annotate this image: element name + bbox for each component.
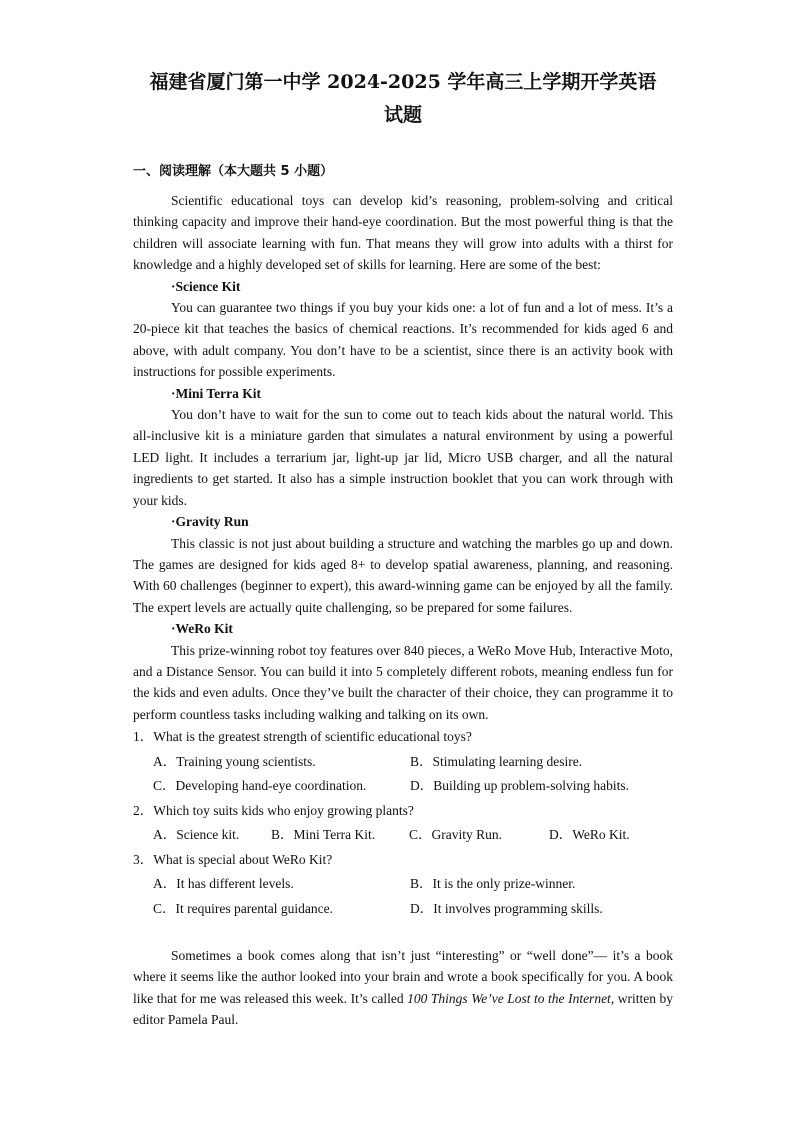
question-2-options <box>133 823 673 848</box>
passage-intro: Scientific educational toys can develop kid’s reasoning, problem-solving and critical thinking capacity and improve their hand-eye coordination. But the most powerful thing is that the children will associate learning with fun. That means they will grow into adults with a thirst for knowledge and a highly developed set of skills for learning. Here are some of the best: <box>133 193 673 273</box>
option-b[interactable]: B．Stimulating learning desire. <box>410 753 583 769</box>
option-b[interactable]: B．It is the only prize-winner. <box>410 876 576 892</box>
question-3-stem: 3．What is special about WeRo Kit? <box>133 851 333 867</box>
kit-heading-science: ·Science Kit <box>171 278 241 294</box>
question-3-options <box>133 872 673 921</box>
option-c[interactable]: C．It requires parental guidance. <box>153 900 333 916</box>
kit-heading-gravity-run: ·Gravity Run <box>171 514 249 530</box>
title-line-2: 试题 <box>383 104 422 126</box>
passage-2-text-a: Sometimes a book comes along that isn’t just “interesting” or “well done”— it’s a book where it seems like the author looked into your brain and wrote a book specifically for you. A book like that for me was released this week. It’s called <box>133 948 673 1006</box>
section-heading: 一、阅读理解（本大题共 5 小题） <box>133 164 334 179</box>
kit-heading-wero: ·WeRo Kit <box>171 621 233 637</box>
reading-passage-2 <box>133 945 673 1031</box>
question-1-stem: 1．What is the greatest strength of scientific educational toys? <box>133 729 472 745</box>
passage-2-text-b: , written by editor Pamela Paul. <box>133 990 673 1028</box>
passage-2-paragraph <box>133 945 673 1031</box>
page-title <box>133 66 673 132</box>
kit-text-gravity-run: This classic is not just about building a structure and watching the marbles go up and down. The games are designed for kids aged 8+ to develop spatial awareness, planning, and reasoning. With 60 challenges (beginner to expert), this award-winning game can be enjoyed by all the family. The expert levels are actually quite challenging, so be prepared for some failures. <box>133 535 673 615</box>
option-c[interactable]: C．Developing hand-eye coordination. <box>153 778 367 794</box>
book-title: 100 Things We’ve Lost to the Internet <box>407 990 611 1006</box>
kit-heading-mini-terra: ·Mini Terra Kit <box>171 385 261 401</box>
option-a[interactable]: A．Training young scientists. <box>153 753 316 769</box>
kit-text-science: You can guarantee two things if you buy your kids one: a lot of fun and a lot of mess. It’s a 20-piece kit that teaches the basics of chemical reactions. It’s recommended for kids aged 6 and above, with adult company. You don’t have to be a scientist, since there is an activity book with instructions for possible experiments. <box>133 300 673 380</box>
option-d[interactable]: D．Building up problem-solving habits. <box>410 778 629 794</box>
title-line-1: 福建省厦门第一中学 2024-2025 学年高三上学期开学英语 <box>149 71 657 93</box>
reading-passage-1 <box>133 190 673 921</box>
kit-text-wero: This prize-winning robot toy features over 840 pieces, a WeRo Move Hub, Interactive Moto, and a Distance Sensor. You can build it into 5 completely different robots, meaning endless fun for the kids and even adults. Once they’ve built the character of their choice, they can programme it to perform countless tasks including walking and talking on its own. <box>133 642 673 722</box>
option-b[interactable]: B．Mini Terra Kit. <box>271 827 376 843</box>
option-d[interactable]: D．It involves programming skills. <box>410 900 603 916</box>
option-d[interactable]: D．WeRo Kit. <box>549 827 630 843</box>
option-a[interactable]: A．Science kit. <box>153 827 240 843</box>
option-c[interactable]: C．Gravity Run. <box>409 827 502 843</box>
kit-text-mini-terra: You don’t have to wait for the sun to come out to teach kids about the natural world. This all-inclusive kit is a miniature garden that simulates a natural environment by using a powerful LED light. It includes a terrarium jar, light-up jar lid, Micro USB charger, and all the natural ingredients to get started. It also has a simple instruction booklet that you can work through with your kids. <box>133 407 673 508</box>
option-a[interactable]: A．It has different levels. <box>153 876 294 892</box>
question-1-options <box>133 750 673 799</box>
question-2-stem: 2．Which toy suits kids who enjoy growing plants? <box>133 802 414 818</box>
